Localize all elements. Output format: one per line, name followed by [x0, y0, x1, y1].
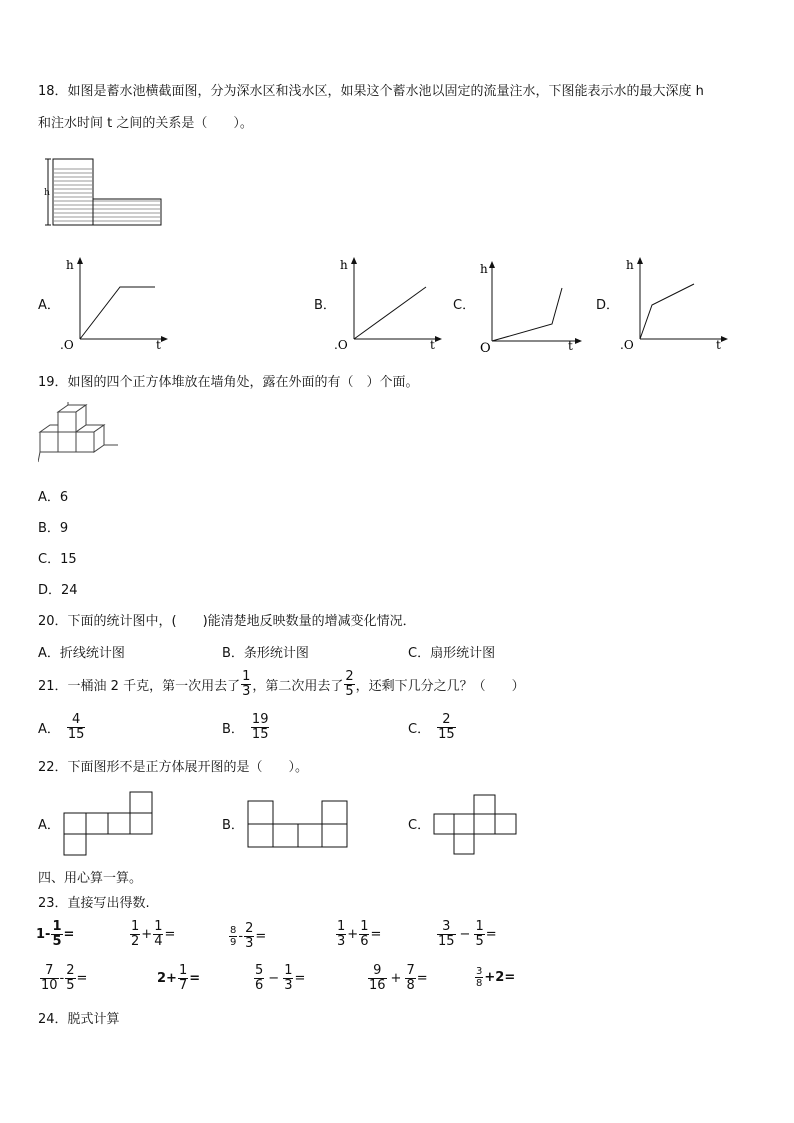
q23-expr-8: $\frac{5}{6}$ − $\frac{1}{3}$ =: [255, 963, 306, 993]
q23-expr-6: $\frac{7}{10}$ - $\frac{2}{5}$ =: [41, 963, 88, 993]
q21-option-c[interactable]: C． $\frac{2}{15}$: [408, 712, 455, 742]
q18-option-d-label[interactable]: D．: [596, 298, 620, 313]
q23-expr-1: 1- $\frac{1}{5}$ =: [36, 919, 75, 949]
q18-option-c-label[interactable]: C．: [453, 298, 476, 313]
q18-graph-d: [618, 255, 730, 353]
q22-net-a: [62, 790, 156, 858]
q21-option-a[interactable]: A． $\frac{4}{15}$: [38, 712, 85, 742]
q23-expr-2: $\frac{1}{2}$ + $\frac{1}{4}$ =: [131, 919, 176, 949]
q23-expr-3: $\frac{8}{9}$ - $\frac{2}{3}$ =: [230, 921, 267, 951]
svg-text:h: h: [480, 262, 488, 276]
q22-option-a-label[interactable]: A．: [38, 818, 60, 833]
svg-text:.O: .O: [620, 338, 634, 352]
q19-option-b[interactable]: B．9: [38, 521, 69, 536]
q19-option-a[interactable]: A．6: [38, 490, 69, 505]
q18-option-a-label[interactable]: A．: [38, 298, 60, 313]
q22-option-b-label[interactable]: B．: [222, 818, 244, 833]
q18-graph-c: [474, 255, 586, 353]
q20-stem: 20．下面的统计图中，( )能清楚地反映数量的增减变化情况．: [38, 614, 416, 629]
section-4-heading: 四、用心算一算。: [38, 871, 143, 886]
q21-option-b[interactable]: B． $\frac{19}{15}$: [222, 712, 269, 742]
q18-graph-b: [332, 255, 444, 353]
q24-stem: 24．脱式计算: [38, 1012, 120, 1027]
q21-stem: 21．一桶油 2 千克，第一次用去了 $\frac{1}{3}$ ，第二次用去了 $\frac{2}{5}$ ，还剩下几分之几？（ ）: [38, 669, 525, 699]
svg-text:.O: .O: [334, 338, 348, 352]
svg-text:t: t: [716, 338, 721, 352]
q20-option-b[interactable]: B．条形统计图: [222, 646, 309, 661]
q21-fraction-1: $\frac{1}{3}$: [242, 669, 251, 699]
svg-text:t: t: [430, 338, 435, 352]
q19-cube-stack-figure: [38, 402, 120, 476]
pool-h-label: h: [44, 188, 50, 198]
q20-option-a[interactable]: A．折线统计图: [38, 646, 125, 661]
svg-text:h: h: [626, 258, 634, 272]
q19-option-c[interactable]: C．15: [38, 552, 77, 567]
q18-stem-line1: 18．如图是蓄水池横截面图，分为深水区和浅水区，如果这个蓄水池以固定的流量注水，下图能表示水的最大深度 h: [38, 84, 704, 99]
q23-expr-9: $\frac{9}{16}$ + $\frac{7}{8}$ =: [369, 963, 428, 993]
q22-option-c-label[interactable]: C．: [408, 818, 431, 833]
q18-option-b-label[interactable]: B．: [314, 298, 336, 313]
q23-expr-5: $\frac{3}{15}$ − $\frac{1}{5}$ =: [438, 919, 497, 949]
svg-text:O: O: [480, 341, 491, 353]
svg-text:t: t: [156, 338, 161, 352]
q21-fraction-2: $\frac{2}{5}$: [345, 669, 354, 699]
svg-text:h: h: [340, 258, 348, 272]
q23-stem: 23．直接写出得数.: [38, 896, 150, 911]
q23-expr-10: $\frac{3}{8}$ +2=: [476, 966, 516, 989]
q22-stem: 22．下面图形不是正方体展开图的是（ ）。: [38, 760, 309, 775]
pool-cross-section-figure: [40, 155, 166, 229]
svg-text:.O: .O: [60, 338, 74, 352]
q18-stem-line2: 和注水时间 t 之间的关系是（ ）。: [38, 116, 253, 131]
q20-option-c[interactable]: C．扇形统计图: [408, 646, 496, 661]
q23-expr-4: $\frac{1}{3}$ + $\frac{1}{6}$ =: [337, 919, 382, 949]
q18-graph-a: [58, 255, 170, 353]
q19-option-d[interactable]: D．24: [38, 583, 78, 598]
svg-text:t: t: [568, 339, 573, 353]
q22-net-c: [432, 793, 520, 857]
q22-net-b: [246, 799, 350, 851]
svg-text:h: h: [66, 258, 74, 272]
q19-stem: 19．如图的四个正方体堆放在墙角处，露在外面的有（ ）个面。: [38, 375, 419, 390]
q23-expr-7: 2+ $\frac{1}{7}$ =: [157, 963, 201, 993]
